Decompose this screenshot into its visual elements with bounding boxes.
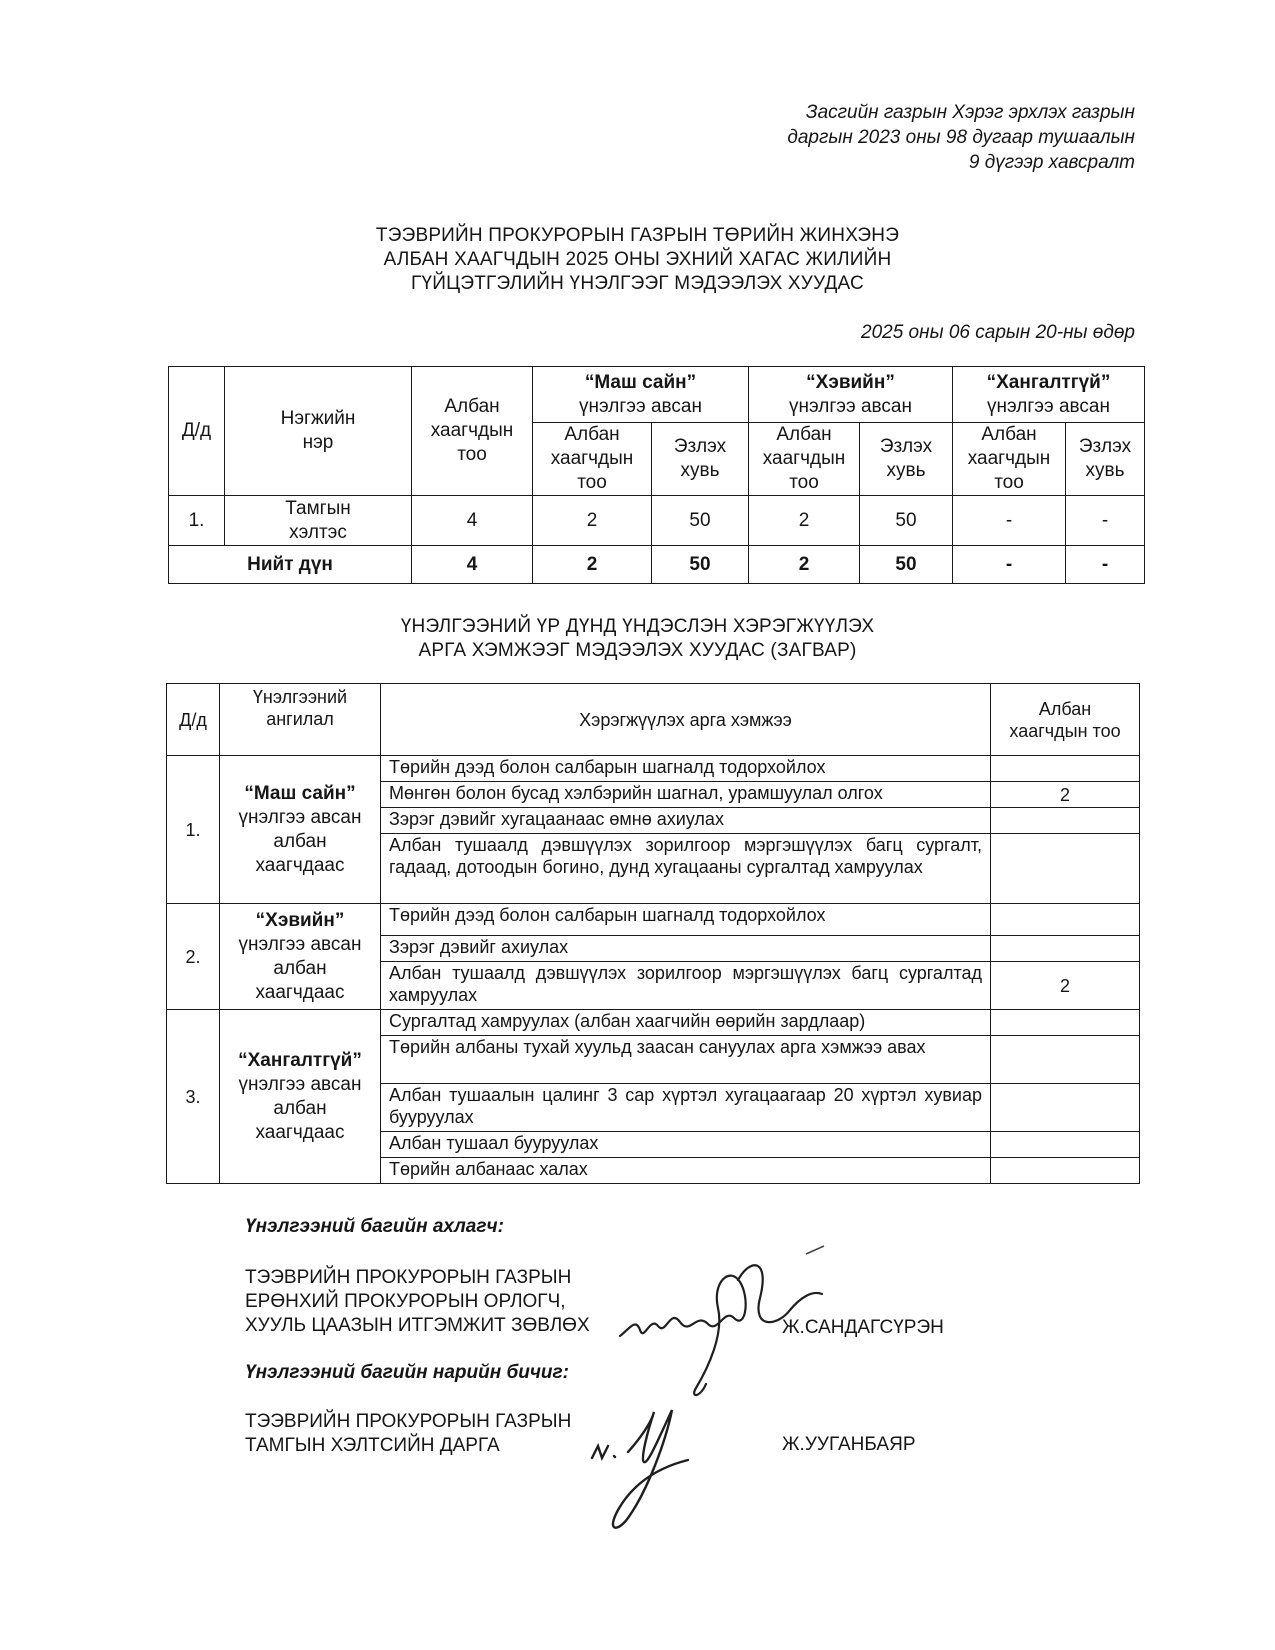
row-g1-count: 2 bbox=[533, 496, 652, 546]
row-g3-count: - bbox=[953, 496, 1066, 546]
measure-text: Албан тушаалд дэвшүүлэх зорилгоор мэргэшүүлэх багц сургалтад хамруулах bbox=[381, 962, 991, 1010]
measures-title bbox=[0, 615, 1275, 663]
measure-text: Төрийн дээд болон салбарын шагналд тодорхойлох bbox=[381, 756, 991, 782]
row-g2-pct: 50 bbox=[860, 496, 953, 546]
header-num: Д/д bbox=[169, 367, 225, 496]
row-g1-pct: 50 bbox=[652, 496, 749, 546]
group-num: 3. bbox=[167, 1010, 220, 1184]
annex-line: даргын 2023 оны 98 дугаар тушаалын bbox=[787, 127, 1135, 148]
annex-line: 9 дүгээр хавсралт bbox=[968, 152, 1135, 173]
row-unit: Тамгын хэлтэс bbox=[225, 496, 412, 546]
title-line: ҮНЭЛГЭЭНИЙ ҮР ДҮНД ҮНДЭСЛЭН ХЭРЭГЖҮҮЛЭХ bbox=[400, 616, 875, 637]
header-group-normal: “Хэвийн” үнэлгээ авсан bbox=[749, 367, 953, 423]
secretary-role: Үнэлгээний багийн нарийн бичиг: bbox=[245, 1362, 569, 1383]
table-row bbox=[167, 756, 1140, 782]
measure-text: Төрийн албаны тухай хуульд заасан сануулах арга хэмжээ авах bbox=[381, 1036, 991, 1084]
header-staff-count: Албан хаагчдын тоо bbox=[991, 684, 1140, 756]
header-category: Үнэлгээний ангилал bbox=[220, 684, 381, 756]
measure-staff-count bbox=[991, 756, 1140, 782]
evaluation-summary-table bbox=[168, 366, 1145, 584]
row-total: 4 bbox=[412, 496, 533, 546]
header-staff-count: Албан хаагчдын тоо bbox=[412, 367, 533, 496]
title-line: АРГА ХЭМЖЭЭГ МЭДЭЭЛЭХ ХУУДАС (ЗАГВАР) bbox=[418, 640, 857, 661]
title-line: АЛБАН ХААГЧДЫН 2025 ОНЫ ЭХНИЙ ХАГАС ЖИЛИЙН bbox=[383, 249, 892, 270]
title-line: ГҮЙЦЭТГЭЛИЙН ҮНЭЛГЭЭГ МЭДЭЭЛЭХ ХУУДАС bbox=[411, 273, 864, 294]
sum-g3-pct: - bbox=[1066, 546, 1145, 584]
sum-total: 4 bbox=[412, 546, 533, 584]
leader-role: Үнэлгээний багийн ахлагч: bbox=[245, 1216, 504, 1237]
sum-g1-count: 2 bbox=[533, 546, 652, 584]
table-row bbox=[167, 1010, 1140, 1036]
sum-label: Нийт дүн bbox=[169, 546, 412, 584]
measure-staff-count: 2 bbox=[991, 782, 1140, 808]
annex-line: Засгийн газрын Хэрэг эрхлэх газрын bbox=[805, 102, 1135, 123]
subheader-percent: Эзлэх хувь bbox=[1066, 423, 1145, 496]
group-category: “Маш сайн” үнэлгээ авсан албан хаагчдаас bbox=[220, 756, 381, 904]
annex-reference bbox=[787, 100, 1135, 175]
subheader-count: Албан хаагчдын тоо bbox=[533, 423, 652, 496]
group-category: “Хэвийн” үнэлгээ авсан албан хаагчдаас bbox=[220, 904, 381, 1010]
measure-staff-count bbox=[991, 936, 1140, 962]
row-g3-pct: - bbox=[1066, 496, 1145, 546]
measures-table bbox=[166, 683, 1140, 1184]
subheader-count: Албан хаагчдын тоо bbox=[953, 423, 1066, 496]
leader-name: Ж.САНДАГСҮРЭН bbox=[782, 1317, 944, 1338]
measure-text: Төрийн албанаас халах bbox=[381, 1158, 991, 1184]
row-num: 1. bbox=[169, 496, 225, 546]
secretary-position: ТЭЭВРИЙН ПРОКУРОРЫН ГАЗРЫН ТАМГЫН ХЭЛТСИЙН ДАРГА bbox=[245, 1411, 572, 1456]
measure-text: Зэрэг дэвийг хугацаанаас өмнө ахиулах bbox=[381, 808, 991, 834]
report-date: 2025 оны 06 сарын 20-ны өдөр bbox=[861, 322, 1135, 343]
secretary-signature bbox=[588, 1400, 728, 1540]
header-num: Д/д bbox=[167, 684, 220, 756]
row-g2-count: 2 bbox=[749, 496, 860, 546]
sum-g2-count: 2 bbox=[749, 546, 860, 584]
report-title bbox=[0, 224, 1275, 296]
sum-g1-pct: 50 bbox=[652, 546, 749, 584]
subheader-count: Албан хаагчдын тоо bbox=[749, 423, 860, 496]
header-group-excellent: “Маш сайн” үнэлгээ авсан bbox=[533, 367, 749, 423]
sum-g2-pct: 50 bbox=[860, 546, 953, 584]
measure-staff-count bbox=[991, 1158, 1140, 1184]
measure-text: Албан тушаалд дэвшүүлэх зорилгоор мэргэшүүлэх багц сургалт, гадаад, дотоодын богино, дунд хугацааны сургалтад хамруулах bbox=[381, 834, 991, 904]
table-row bbox=[167, 904, 1140, 936]
measure-text: Албан тушаалын цалинг 3 сар хүртэл хугацаагаар 20 хүртэл хувиар бууруулах bbox=[381, 1084, 991, 1132]
group-num: 2. bbox=[167, 904, 220, 1010]
group-num: 1. bbox=[167, 756, 220, 904]
header-measure: Хэрэгжүүлэх арга хэмжээ bbox=[381, 684, 991, 756]
measure-text: Төрийн дээд болон салбарын шагналд тодорхойлох bbox=[381, 904, 991, 936]
measure-staff-count: 2 bbox=[991, 962, 1140, 1010]
measure-staff-count bbox=[991, 1084, 1140, 1132]
header-group-insufficient: “Хангалтгүй” үнэлгээ авсан bbox=[953, 367, 1145, 423]
sum-g3-count: - bbox=[953, 546, 1066, 584]
subheader-percent: Эзлэх хувь bbox=[860, 423, 953, 496]
measure-staff-count bbox=[991, 1036, 1140, 1084]
measure-staff-count bbox=[991, 834, 1140, 904]
table-row bbox=[169, 496, 1145, 546]
measure-staff-count bbox=[991, 904, 1140, 936]
leader-position: ТЭЭВРИЙН ПРОКУРОРЫН ГАЗРЫН ЕРӨНХИЙ ПРОКУРОРЫН ОРЛОГЧ, ХУУЛЬ ЦААЗЫН ИТГЭМЖИТ ЗӨВЛӨХ bbox=[245, 1267, 590, 1336]
measure-staff-count bbox=[991, 1010, 1140, 1036]
subheader-percent: Эзлэх хувь bbox=[652, 423, 749, 496]
measure-text: Зэрэг дэвийг ахиулах bbox=[381, 936, 991, 962]
secretary-name: Ж.УУГАНБАЯР bbox=[782, 1434, 916, 1455]
measure-text: Сургалтад хамруулах (албан хаагчийн өөрийн зардлаар) bbox=[381, 1010, 991, 1036]
measure-text: Мөнгөн болон бусад хэлбэрийн шагнал, урамшуулал олгох bbox=[381, 782, 991, 808]
title-line: ТЭЭВРИЙН ПРОКУРОРЫН ГАЗРЫН ТӨРИЙН ЖИНХЭНЭ bbox=[375, 225, 900, 246]
measure-staff-count bbox=[991, 1132, 1140, 1158]
header-unit: Нэгжийн нэр bbox=[225, 367, 412, 496]
group-category: “Хангалтгүй” үнэлгээ авсан албан хаагчдаас bbox=[220, 1010, 381, 1184]
leader-signature bbox=[600, 1238, 830, 1408]
measure-text: Албан тушаал бууруулах bbox=[381, 1132, 991, 1158]
sum-row bbox=[169, 546, 1145, 584]
measure-staff-count bbox=[991, 808, 1140, 834]
